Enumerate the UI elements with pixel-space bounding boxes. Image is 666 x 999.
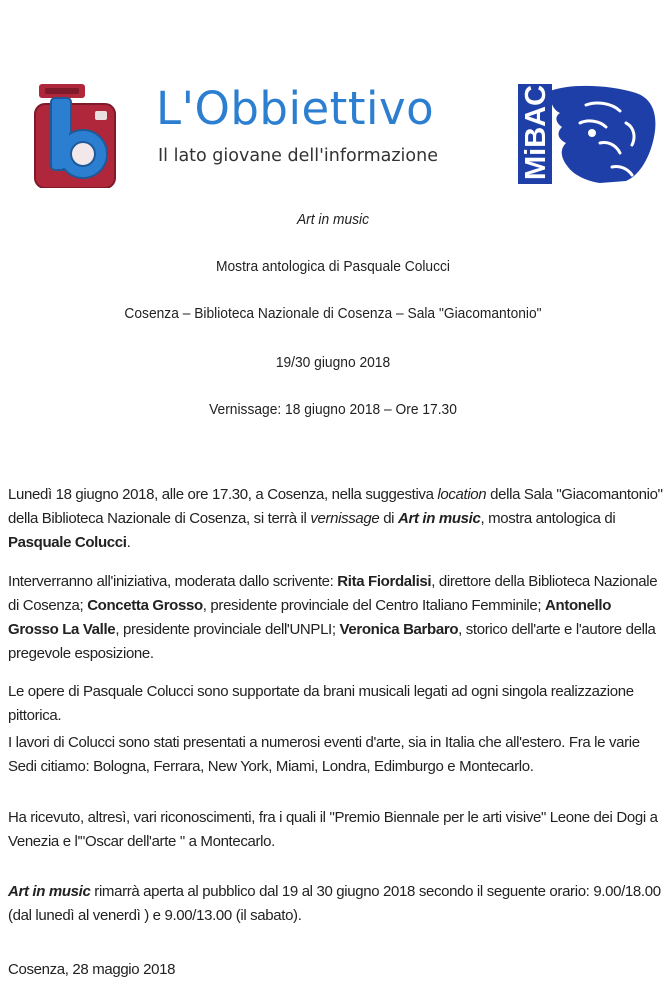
- paragraph-music: Le opere di Pasquale Colucci sono supportate da brani musicali legati ad ogni singola realizzazione pittorica.: [8, 683, 634, 724]
- vernissage-line: Vernissage: 18 giugno 2018 – Ore 17.30: [209, 401, 457, 418]
- exhibition-title: Art in music: [296, 211, 370, 228]
- paragraph-awards: Ha ricevuto, altresì, vari riconoscimenti, fra i quali il "Premio Biennale per le arti visive" Leone dei Dogi a Venezia e l'"Oscar dell'arte " a Montecarlo.: [8, 809, 658, 850]
- mibac-logo-text: MiBAC: [520, 84, 552, 180]
- closing-date: Cosenza, 28 maggio 2018: [8, 961, 176, 978]
- masthead: [0, 0, 666, 200]
- brand-tagline: Il lato giovane dell'informazione: [158, 146, 438, 166]
- paragraph-events: I lavori di Colucci sono stati presentati a numerosi eventi d'arte, sia in Italia che all'estero. Fra le varie Sedi citiamo: Bologna, Ferrara, New York, Miami, Londra, Edimburgo e Montecarlo.: [8, 734, 640, 775]
- exhibition-subtitle: Mostra antologica di Pasquale Colucci: [216, 258, 450, 275]
- mibac-logo: [516, 83, 658, 185]
- paragraph-intro: Lunedì 18 giugno 2018, alle ore 17.30, a Cosenza, nella suggestiva location della Sala "Giacomantonio" della Biblioteca Nazionale di Cosenza, si terrà il vernissage di Art in music, mostra antologica di Pasquale Colucci.: [8, 486, 663, 551]
- camera-logo-icon: [33, 84, 117, 188]
- paragraph-speakers: Interverranno all'iniziativa, moderata dallo scrivente: Rita Fiordalisi, direttore della Biblioteca Nazionale di Cosenza; Concetta Grosso, presidente provinciale del Centro Italiano Femminile; Antonello Grosso La Valle, presidente provinciale dell'UNPLI; Veronica Barbaro, storico dell'arte e l'autore della pregevole esposizione.: [8, 573, 658, 662]
- exhibition-dates: 19/30 giugno 2018: [275, 354, 391, 371]
- exhibition-venue: Cosenza – Biblioteca Nazionale di Cosenza – Sala "Giacomantonio": [124, 305, 542, 322]
- brand-title: L'Obbiettivo: [156, 82, 435, 135]
- paragraph-hours: Art in music rimarrà aperta al pubblico dal 19 al 30 giugno 2018 secondo il seguente orario: 9.00/18.00 (dal lunedì al venerdì ) e 9.00/13.00 (il sabato).: [8, 883, 661, 924]
